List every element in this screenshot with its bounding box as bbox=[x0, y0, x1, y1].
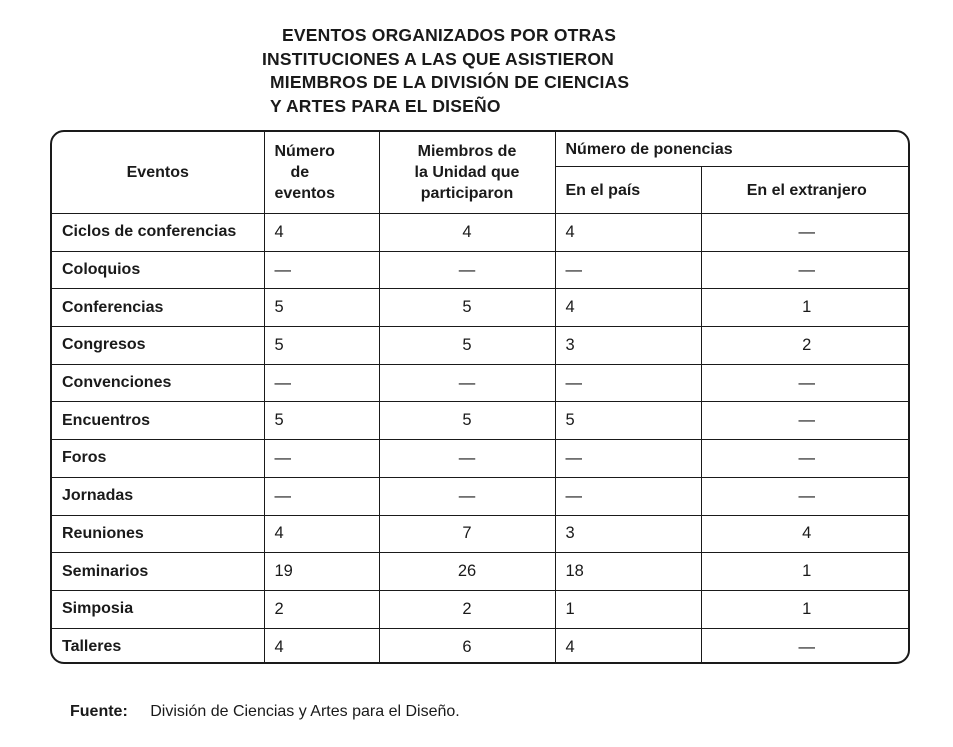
header-numero-line-1: Número bbox=[274, 143, 335, 160]
cell-pais: 1 bbox=[555, 590, 701, 628]
cell-extranjero: 2 bbox=[701, 327, 910, 365]
cell-miembros: — bbox=[379, 477, 555, 515]
cell-evento: Coloquios bbox=[52, 251, 264, 289]
cell-pais: — bbox=[555, 477, 701, 515]
table-row bbox=[52, 590, 910, 628]
table-row bbox=[52, 214, 910, 252]
cell-miembros: 5 bbox=[379, 402, 555, 440]
table-row bbox=[52, 440, 910, 478]
cell-pais: — bbox=[555, 440, 701, 478]
cell-evento: Talleres bbox=[52, 628, 264, 664]
source-label: Fuente: bbox=[70, 703, 128, 720]
title-line-4: Y ARTES PARA EL DISEÑO bbox=[270, 95, 501, 116]
cell-evento: Encuentros bbox=[52, 402, 264, 440]
cell-extranjero: — bbox=[701, 628, 910, 664]
cell-miembros: 6 bbox=[379, 628, 555, 664]
header-miembros-line-2: la Unidad que bbox=[414, 164, 520, 181]
cell-miembros: — bbox=[379, 440, 555, 478]
cell-numero: 19 bbox=[264, 553, 379, 591]
cell-evento: Conferencias bbox=[52, 289, 264, 327]
header-miembros-line-3: participaron bbox=[420, 185, 514, 202]
source-note bbox=[70, 703, 460, 721]
cell-evento: Seminarios bbox=[52, 553, 264, 591]
cell-numero: — bbox=[264, 364, 379, 402]
cell-extranjero: 1 bbox=[701, 590, 910, 628]
cell-extranjero: — bbox=[701, 251, 910, 289]
cell-evento: Ciclos de conferencias bbox=[52, 214, 264, 252]
table-row bbox=[52, 515, 910, 553]
cell-numero: 4 bbox=[264, 214, 379, 252]
cell-pais: — bbox=[555, 364, 701, 402]
header-miembros-line-1: Miembros de bbox=[417, 143, 517, 160]
cell-extranjero: — bbox=[701, 364, 910, 402]
cell-pais: — bbox=[555, 251, 701, 289]
source-text: División de Ciencias y Artes para el Diseño. bbox=[150, 703, 460, 720]
cell-numero: 4 bbox=[264, 628, 379, 664]
cell-extranjero: 1 bbox=[701, 289, 910, 327]
table-row bbox=[52, 364, 910, 402]
table-row bbox=[52, 251, 910, 289]
cell-numero: — bbox=[264, 477, 379, 515]
events-table-frame bbox=[50, 130, 910, 664]
cell-extranjero: 1 bbox=[701, 553, 910, 591]
cell-miembros: 2 bbox=[379, 590, 555, 628]
cell-extranjero: — bbox=[701, 440, 910, 478]
table-title bbox=[262, 24, 702, 118]
table-row bbox=[52, 553, 910, 591]
cell-numero: — bbox=[264, 251, 379, 289]
cell-pais: 18 bbox=[555, 553, 701, 591]
cell-miembros: — bbox=[379, 364, 555, 402]
cell-numero: — bbox=[264, 440, 379, 478]
events-table bbox=[52, 132, 910, 664]
table-row bbox=[52, 477, 910, 515]
header-numero-line-3: eventos bbox=[274, 185, 335, 202]
cell-extranjero: — bbox=[701, 214, 910, 252]
title-line-2: INSTITUCIONES A LAS QUE ASISTIERON bbox=[262, 48, 614, 69]
header-numero-line-2: de bbox=[290, 164, 310, 181]
cell-numero: 5 bbox=[264, 327, 379, 365]
cell-pais: 4 bbox=[555, 628, 701, 664]
table-row bbox=[52, 402, 910, 440]
table-row bbox=[52, 289, 910, 327]
cell-evento: Convenciones bbox=[52, 364, 264, 402]
cell-pais: 3 bbox=[555, 327, 701, 365]
cell-numero: 2 bbox=[264, 590, 379, 628]
cell-extranjero: 4 bbox=[701, 515, 910, 553]
cell-miembros: 5 bbox=[379, 327, 555, 365]
header-eventos: Eventos bbox=[52, 132, 264, 214]
cell-evento: Foros bbox=[52, 440, 264, 478]
cell-numero: 5 bbox=[264, 289, 379, 327]
cell-evento: Simposia bbox=[52, 590, 264, 628]
cell-extranjero: — bbox=[701, 402, 910, 440]
title-line-1: EVENTOS ORGANIZADOS POR OTRAS bbox=[282, 25, 617, 45]
title-line-3: MIEMBROS DE LA DIVISIÓN DE CIENCIAS bbox=[270, 72, 630, 92]
header-en-el-extranjero: En el extranjero bbox=[701, 167, 910, 214]
header-numero-eventos bbox=[264, 132, 379, 214]
cell-miembros: — bbox=[379, 251, 555, 289]
cell-miembros: 5 bbox=[379, 289, 555, 327]
cell-miembros: 4 bbox=[379, 214, 555, 252]
cell-evento: Congresos bbox=[52, 327, 264, 365]
table-row bbox=[52, 628, 910, 664]
header-en-el-pais: En el país bbox=[555, 167, 701, 214]
cell-miembros: 7 bbox=[379, 515, 555, 553]
cell-pais: 5 bbox=[555, 402, 701, 440]
header-numero-ponencias: Número de ponencias bbox=[555, 132, 910, 167]
cell-evento: Reuniones bbox=[52, 515, 264, 553]
cell-pais: 4 bbox=[555, 289, 701, 327]
cell-numero: 5 bbox=[264, 402, 379, 440]
cell-extranjero: — bbox=[701, 477, 910, 515]
cell-pais: 4 bbox=[555, 214, 701, 252]
cell-pais: 3 bbox=[555, 515, 701, 553]
header-row-1 bbox=[52, 132, 910, 167]
cell-numero: 4 bbox=[264, 515, 379, 553]
cell-evento: Jornadas bbox=[52, 477, 264, 515]
cell-miembros: 26 bbox=[379, 553, 555, 591]
table-row bbox=[52, 327, 910, 365]
header-miembros bbox=[379, 132, 555, 214]
